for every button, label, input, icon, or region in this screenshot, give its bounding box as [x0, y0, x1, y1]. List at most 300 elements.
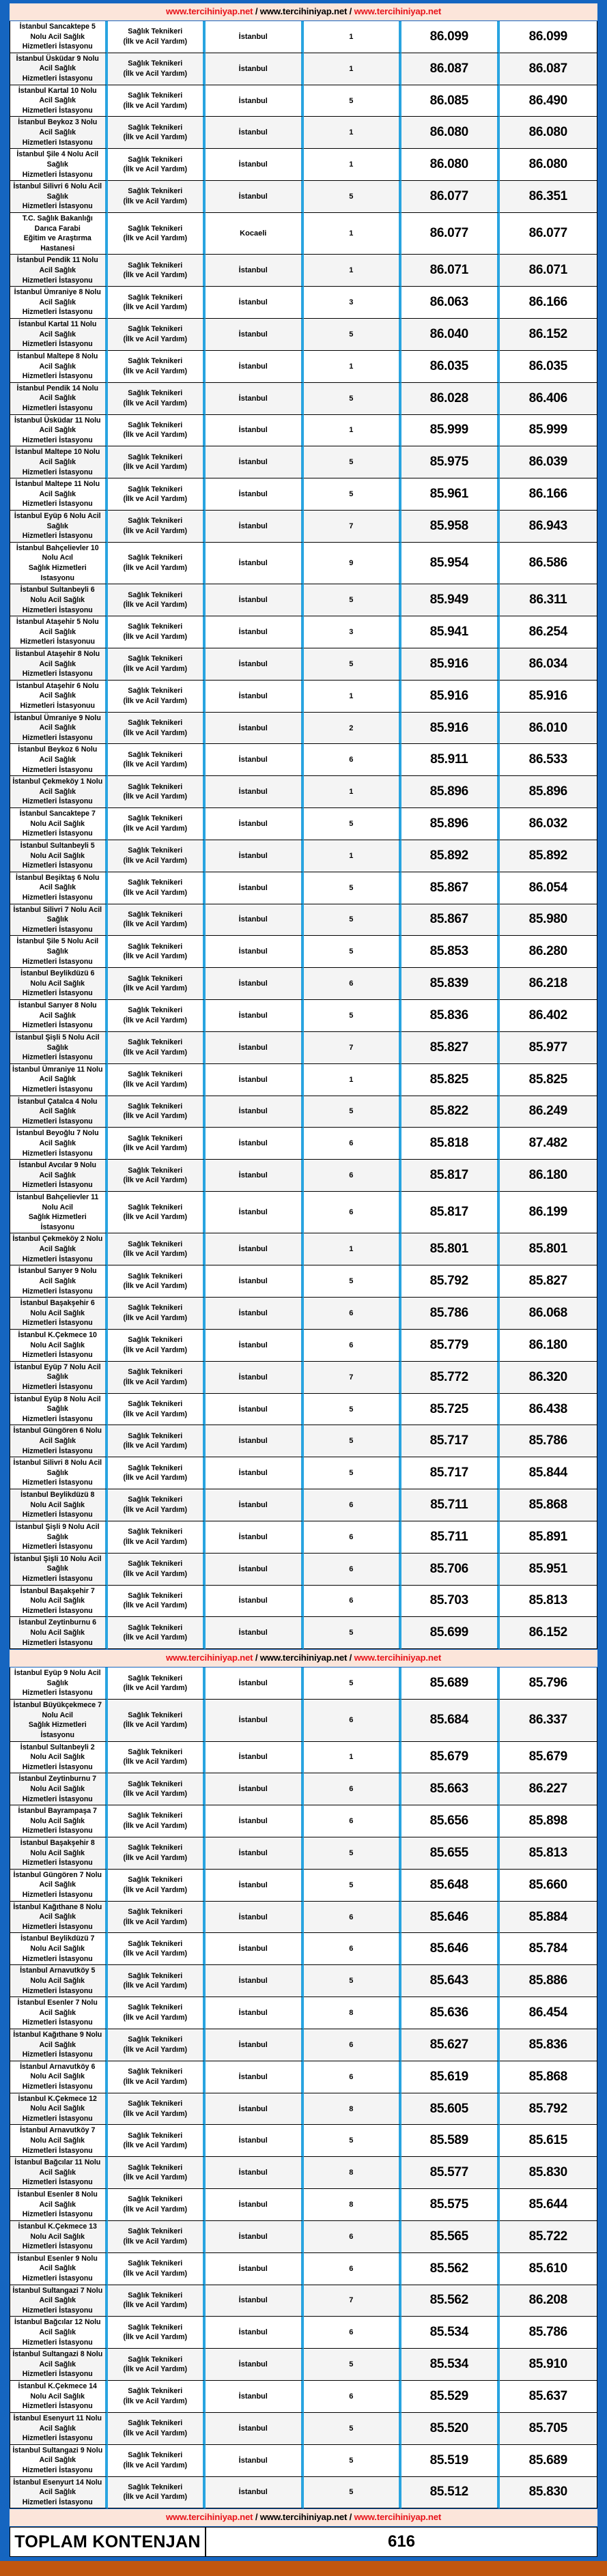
- cell-unvan-line: (İlk ve Acil Yardım): [123, 2333, 188, 2342]
- table-row[interactable]: [10, 584, 597, 616]
- table-row[interactable]: [10, 1362, 597, 1394]
- cell-unvan-line: (İlk ve Acil Yardım): [123, 888, 188, 897]
- table-body: [10, 3, 597, 2557]
- cell-tavan-puan-line: 85.689: [528, 2452, 567, 2467]
- cell-kurum-line: İstanbul Silivri 6 Nolu Acil Sağlık: [13, 182, 102, 201]
- cell-kurum-line: Hizmetleri İstasyonu: [22, 2370, 93, 2379]
- cell-il: [206, 2477, 304, 2509]
- cell-kontenjan-line: 6: [349, 1945, 354, 1954]
- cell-kurum: [10, 1805, 108, 1837]
- cell-kurum-line: İstanbul Ümraniye 11 Nolu Acil Sağlık: [12, 1065, 103, 1084]
- cell-unvan: [108, 2061, 206, 2093]
- table-row[interactable]: [10, 2413, 597, 2445]
- table-row[interactable]: [10, 351, 597, 383]
- cell-kontenjan-line: 5: [349, 883, 354, 892]
- cell-kurum-line: İstanbul Esenler 8 Nolu Acil Sağlık: [17, 2190, 98, 2209]
- cell-kurum-line: İstanbul Eyüp 7 Nolu Acil Sağlık: [14, 1362, 101, 1382]
- cell-il: [206, 383, 304, 415]
- cell-tavan-puan-line: 87.482: [528, 1136, 567, 1151]
- cell-il-line: İstanbul: [238, 1564, 268, 1573]
- cell-unvan-line: Sağlık Teknikeri: [128, 1038, 183, 1047]
- cell-kurum-line: Hizmetleri İstasyonu: [22, 1149, 93, 1158]
- cell-il-line: İstanbul: [238, 2232, 268, 2241]
- cell-il-line: İstanbul: [238, 1532, 268, 1541]
- cell-kurum: [10, 213, 108, 255]
- table-row[interactable]: [10, 1032, 597, 1064]
- cell-il-line: İstanbul: [238, 64, 268, 73]
- table-row[interactable]: [10, 2477, 597, 2509]
- table-row[interactable]: [10, 1457, 597, 1489]
- cell-taban-puan-line: 85.911: [430, 752, 468, 767]
- table-row[interactable]: [10, 1000, 597, 1032]
- cell-taban-puan-line: 85.589: [429, 2133, 468, 2148]
- table-row[interactable]: [10, 2285, 597, 2317]
- cell-kontenjan-line: 5: [349, 1880, 354, 1889]
- cell-taban-puan: [401, 2477, 500, 2509]
- cell-taban-puan: [401, 648, 500, 681]
- cell-tavan-puan-line: 86.438: [528, 1401, 567, 1416]
- cell-kurum: [10, 1362, 108, 1394]
- cell-kurum: [10, 1000, 108, 1032]
- cell-tavan-puan: [500, 319, 598, 351]
- cell-unvan: [108, 1425, 206, 1457]
- cell-unvan-line: Sağlık Teknikeri: [128, 485, 183, 493]
- cell-kurum-line: İstanbul Esenler 7 Nolu Acil Sağlık: [17, 1999, 98, 2017]
- cell-il: [206, 681, 304, 713]
- cell-tavan-puan: [500, 1617, 598, 1649]
- cell-il: [206, 1064, 304, 1096]
- cell-kontenjan-line: 6: [349, 2392, 354, 2401]
- cell-kurum-line: Hizmetleri İstasyonu: [22, 2402, 93, 2411]
- cell-taban-puan: [401, 2221, 500, 2253]
- cell-taban-puan: [401, 2285, 500, 2317]
- table-row[interactable]: [10, 1192, 597, 1233]
- cell-unvan-line: Sağlık Teknikeri: [128, 1560, 183, 1569]
- table-row[interactable]: [10, 319, 597, 351]
- cell-il: [206, 2093, 304, 2126]
- cell-taban-puan: [401, 840, 500, 872]
- cell-il-line: İstanbul: [238, 96, 268, 105]
- table-row[interactable]: [10, 936, 597, 968]
- cell-unvan-line: Sağlık Teknikeri: [128, 1907, 183, 1916]
- cell-il-line: İstanbul: [238, 2040, 268, 2049]
- cell-kurum-line: Hizmetleri İstasyonu: [22, 340, 93, 349]
- table-row[interactable]: [10, 1425, 597, 1457]
- cell-taban-puan-line: 85.605: [429, 2101, 468, 2116]
- cell-unvan: [108, 1965, 206, 1997]
- cell-kurum-line: İstanbul Çekmeköy 2 Nolu Acil Sağlık: [12, 1235, 103, 1254]
- watermark-banner-cell: [10, 2508, 597, 2527]
- cell-taban-puan: [401, 584, 500, 616]
- cell-kurum-line: İstanbul Esenler 9 Nolu Acil Sağlık: [17, 2254, 98, 2273]
- table-row[interactable]: [10, 1330, 597, 1362]
- cell-il-line: İstanbul: [238, 628, 268, 637]
- cell-kontenjan: [304, 2157, 402, 2189]
- watermark-part: /: [347, 1652, 354, 1663]
- cell-kontenjan: [304, 1064, 402, 1096]
- cell-unvan-line: Sağlık Teknikeri: [128, 2067, 183, 2076]
- cell-taban-puan: [401, 2317, 500, 2349]
- cell-taban-puan: [401, 1700, 500, 1741]
- cell-kontenjan: [304, 1933, 402, 1965]
- cell-il: [206, 117, 304, 149]
- table-row[interactable]: [10, 681, 597, 713]
- cell-kurum: [10, 2253, 108, 2285]
- table-row[interactable]: [10, 446, 597, 478]
- cell-unvan-line: Sağlık Teknikeri: [128, 910, 183, 919]
- cell-taban-puan-line: 86.087: [429, 61, 468, 76]
- watermark-part: www.tercihiniyap.net: [259, 1652, 348, 1663]
- cell-taban-puan: [401, 1298, 500, 1330]
- table-row[interactable]: [10, 53, 597, 85]
- cell-unvan-line: Sağlık Teknikeri: [128, 687, 183, 696]
- cell-unvan-line: (İlk ve Acil Yardım): [123, 1537, 188, 1546]
- cell-taban-puan: [401, 1805, 500, 1837]
- cell-kurum-line: Hizmetleri İstasyonu: [22, 2178, 93, 2187]
- cell-unvan-line: (İlk ve Acil Yardım): [123, 1601, 188, 1610]
- cell-unvan-line: Sağlık Teknikeri: [128, 1844, 183, 1852]
- cell-kontenjan-line: 3: [349, 298, 354, 307]
- table-row[interactable]: [10, 872, 597, 904]
- table-row[interactable]: [10, 776, 597, 808]
- cell-kurum-line: İstanbul Şile 4 Nolu Acil Sağlık: [16, 150, 99, 169]
- cell-tavan-puan: [500, 543, 598, 584]
- cell-tavan-puan: [500, 2125, 598, 2157]
- cell-tavan-puan: [500, 1902, 598, 1934]
- table-row[interactable]: [10, 2093, 597, 2126]
- footer-strip: [0, 2561, 607, 2576]
- cell-kurum-line: Hizmetleri İstasyonu: [22, 308, 93, 317]
- cell-unvan: [108, 2157, 206, 2189]
- cell-kontenjan: [304, 648, 402, 681]
- cell-unvan-line: (İlk ve Acil Yardım): [123, 825, 188, 833]
- cell-tavan-puan: [500, 2029, 598, 2061]
- cell-kontenjan: [304, 415, 402, 447]
- cell-unvan: [108, 213, 206, 255]
- cell-il: [206, 1425, 304, 1457]
- table-row[interactable]: [10, 1394, 597, 1426]
- cell-tavan-puan-line: 85.868: [528, 2069, 567, 2084]
- table-row[interactable]: [10, 648, 597, 681]
- cell-taban-puan-line: 85.958: [429, 518, 468, 533]
- cell-unvan-line: (İlk ve Acil Yardım): [123, 334, 188, 343]
- table-row[interactable]: [10, 287, 597, 319]
- cell-taban-puan-line: 85.839: [429, 976, 468, 991]
- table-row[interactable]: [10, 2061, 597, 2093]
- cell-tavan-puan-line: 86.249: [528, 1104, 567, 1119]
- table-row[interactable]: [10, 1586, 597, 1618]
- table-row[interactable]: [10, 1805, 597, 1837]
- table-row[interactable]: [10, 2317, 597, 2349]
- cell-kontenjan: [304, 1128, 402, 1160]
- cell-kontenjan-line: 7: [349, 1373, 354, 1382]
- cell-tavan-puan: [500, 2061, 598, 2093]
- cell-tavan-puan-line: 86.071: [528, 263, 567, 278]
- cell-kurum-line: İstanbul Kağıthane 8 Nolu Acil Sağlık: [13, 1902, 102, 1921]
- cell-il: [206, 1965, 304, 1997]
- table-row[interactable]: [10, 2221, 597, 2253]
- cell-tavan-puan-line: 86.218: [528, 976, 567, 991]
- table-row[interactable]: [10, 744, 597, 776]
- cell-il-line: İstanbul: [238, 724, 268, 732]
- cell-unvan-line: Sağlık Teknikeri: [128, 814, 183, 823]
- cell-tavan-puan: [500, 1096, 598, 1128]
- cell-kurum: [10, 840, 108, 872]
- cell-tavan-puan: [500, 2189, 598, 2221]
- cell-il: [206, 1586, 304, 1618]
- cell-kontenjan: [304, 1233, 402, 1265]
- cell-taban-puan-line: 85.684: [429, 1713, 468, 1728]
- table-row[interactable]: [10, 1668, 597, 1700]
- cell-tavan-puan-line: 86.080: [528, 125, 567, 140]
- table-row[interactable]: [10, 1902, 597, 1934]
- cell-kurum-line: İstanbul Bahçelievler 11 Nolu Acil: [16, 1193, 99, 1212]
- cell-kontenjan: [304, 117, 402, 149]
- table-row[interactable]: [10, 616, 597, 648]
- cell-kurum: [10, 2285, 108, 2317]
- table-row[interactable]: [10, 1298, 597, 1330]
- table-row[interactable]: [10, 968, 597, 1000]
- cell-taban-puan: [401, 117, 500, 149]
- cell-tavan-puan: [500, 2381, 598, 2413]
- cell-unvan-line: (İlk ve Acil Yardım): [123, 1474, 188, 1483]
- cell-kurum-line: İstanbul Maltepe 10 Nolu Acil Sağlık: [15, 448, 100, 466]
- cell-kontenjan: [304, 1521, 402, 1554]
- cell-unvan-line: Sağlık Teknikeri: [128, 1070, 183, 1079]
- table-row[interactable]: [10, 1965, 597, 1997]
- table-row[interactable]: [10, 1096, 597, 1128]
- cell-kurum-line: Hizmetleri İstasyonu: [22, 829, 93, 838]
- cell-taban-puan-line: 85.961: [429, 487, 468, 502]
- cell-unvan: [108, 1298, 206, 1330]
- cell-kurum: [10, 149, 108, 181]
- watermark-part: www.tercihiniyap.net: [354, 6, 442, 16]
- cell-unvan-line: (İlk ve Acil Yardım): [123, 2365, 188, 2374]
- cell-unvan-line: (İlk ve Acil Yardım): [123, 69, 188, 78]
- cell-kontenjan-line: 7: [349, 2296, 354, 2305]
- table-row[interactable]: [10, 21, 597, 53]
- cell-kurum: [10, 872, 108, 904]
- cell-kontenjan-line: 6: [349, 2040, 354, 2049]
- cell-kurum: [10, 1330, 108, 1362]
- table-row[interactable]: [10, 511, 597, 543]
- table-row[interactable]: [10, 2157, 597, 2189]
- table-row[interactable]: [10, 1265, 597, 1298]
- cell-tavan-puan-line: 86.068: [528, 1306, 567, 1321]
- cell-tavan-puan-line: 86.320: [528, 1369, 567, 1384]
- cell-tavan-puan: [500, 53, 598, 85]
- cell-il: [206, 744, 304, 776]
- cell-tavan-puan: [500, 1489, 598, 1521]
- table-row[interactable]: [10, 2381, 597, 2413]
- cell-unvan-line: Sağlık Teknikeri: [128, 1623, 183, 1632]
- cell-tavan-puan: [500, 2317, 598, 2349]
- table-row[interactable]: [10, 85, 597, 117]
- table-row[interactable]: [10, 1617, 597, 1649]
- table-row[interactable]: [10, 808, 597, 840]
- cell-kontenjan-line: 5: [349, 596, 354, 605]
- cell-taban-puan: [401, 1997, 500, 2029]
- cell-kurum-line: İstanbul Arnavutköy 7 Nolu Acil Sağlık: [20, 2126, 96, 2145]
- cell-tavan-puan-line: 86.311: [529, 592, 567, 607]
- table-row[interactable]: [10, 1837, 597, 1870]
- cell-unvan-line: (İlk ve Acil Yardım): [123, 1633, 188, 1642]
- cell-taban-puan-line: 85.822: [429, 1104, 468, 1119]
- table-row[interactable]: [10, 2445, 597, 2477]
- cell-unvan-line: (İlk ve Acil Yardım): [123, 2045, 188, 2054]
- table-row[interactable]: [10, 904, 597, 936]
- cell-kurum: [10, 478, 108, 511]
- table-row[interactable]: [10, 713, 597, 745]
- table-row[interactable]: [10, 1933, 597, 1965]
- cell-kurum: [10, 2221, 108, 2253]
- cell-kontenjan-line: 5: [349, 947, 354, 956]
- table-row[interactable]: [10, 1700, 597, 1741]
- cell-taban-puan: [401, 1617, 500, 1649]
- cell-il: [206, 968, 304, 1000]
- cell-kontenjan-line: 1: [349, 128, 354, 137]
- cell-kontenjan: [304, 319, 402, 351]
- cell-kontenjan: [304, 2317, 402, 2349]
- cell-il-line: İstanbul: [238, 2392, 268, 2401]
- table-row[interactable]: [10, 478, 597, 511]
- table-row[interactable]: [10, 415, 597, 447]
- table-row[interactable]: [10, 543, 597, 584]
- cell-taban-puan: [401, 255, 500, 287]
- table-row[interactable]: [10, 1233, 597, 1265]
- cell-tavan-puan: [500, 287, 598, 319]
- table-row[interactable]: [10, 1870, 597, 1902]
- cell-kurum-line: İstanbul Beylikdüzü 6 Nolu Acil Sağlık: [20, 969, 95, 988]
- cell-kurum-line: Hizmetleri İstasyonu: [22, 1859, 93, 1867]
- cell-unvan-line: (İlk ve Acil Yardım): [123, 2109, 188, 2118]
- cell-il-line: İstanbul: [238, 426, 268, 435]
- table-row[interactable]: [10, 1489, 597, 1521]
- cell-il-line: İstanbul: [238, 458, 268, 467]
- cell-tavan-puan-line: 85.705: [528, 2420, 567, 2435]
- cell-unvan-line: Sağlık Teknikeri: [128, 1272, 183, 1280]
- cell-kurum: [10, 1096, 108, 1128]
- table-row[interactable]: [10, 2029, 597, 2061]
- cell-kontenjan: [304, 1096, 402, 1128]
- cell-kurum-line: İstanbul Beylikdüzü 7 Nolu Acil Sağlık: [20, 1934, 95, 1954]
- watermark-part: /: [347, 6, 354, 16]
- table-row[interactable]: [10, 1128, 597, 1160]
- cell-kurum-line: İstanbul Esenyurt 14 Nolu Acil Sağlık: [13, 2478, 102, 2497]
- cell-il: [206, 2349, 304, 2381]
- cell-unvan-line: Sağlık Teknikeri: [128, 325, 183, 334]
- cell-kurum: [10, 2445, 108, 2477]
- cell-kurum: [10, 319, 108, 351]
- cell-taban-puan-line: 86.099: [429, 29, 468, 44]
- cell-unvan: [108, 2445, 206, 2477]
- cell-il-line: İstanbul: [238, 820, 268, 828]
- table-row[interactable]: [10, 1742, 597, 1774]
- table-row[interactable]: [10, 2189, 597, 2221]
- cell-unvan: [108, 1000, 206, 1032]
- cell-kurum-line: İstanbul Başakşehir 6 Nolu Acil Sağlık: [20, 1299, 95, 1317]
- table-row[interactable]: [10, 1554, 597, 1586]
- cell-unvan-line: (İlk ve Acil Yardım): [123, 2301, 188, 2310]
- cell-taban-puan-line: 85.648: [429, 1877, 468, 1892]
- cell-taban-puan: [401, 1330, 500, 1362]
- cell-il-line: İstanbul: [238, 2169, 268, 2177]
- cell-kurum-line: İstanbul Başakşehir 8 Nolu Acil Sağlık: [20, 1838, 95, 1857]
- table-row[interactable]: [10, 1064, 597, 1096]
- cell-taban-puan: [401, 85, 500, 117]
- cell-taban-puan: [401, 1554, 500, 1586]
- cell-unvan-line: (İlk ve Acil Yardım): [123, 1377, 188, 1386]
- table-row[interactable]: [10, 840, 597, 872]
- cell-kontenjan: [304, 1425, 402, 1457]
- cell-kontenjan-line: 7: [349, 521, 354, 530]
- cell-kurum-line: Hizmetleri İstasyonu: [22, 2210, 93, 2219]
- table-row[interactable]: [10, 2253, 597, 2285]
- cell-kontenjan: [304, 1668, 402, 1700]
- cell-taban-puan: [401, 446, 500, 478]
- table-row[interactable]: [10, 1773, 597, 1805]
- cell-il-line: İstanbul: [238, 1139, 268, 1148]
- cell-taban-puan: [401, 213, 500, 255]
- cell-unvan-line: Sağlık Teknikeri: [128, 2099, 183, 2108]
- cell-kontenjan: [304, 149, 402, 181]
- cell-unvan-line: Sağlık Teknikeri: [128, 1368, 183, 1377]
- cell-unvan-line: (İlk ve Acil Yardım): [123, 165, 188, 174]
- cell-kurum-line: Hizmetleri İstasyonuu: [20, 638, 95, 646]
- cell-unvan-line: Sağlık Teknikeri: [128, 1528, 183, 1536]
- table-row[interactable]: [10, 2125, 597, 2157]
- table-row[interactable]: [10, 213, 597, 255]
- cell-taban-puan: [401, 616, 500, 648]
- cell-il: [206, 1997, 304, 2029]
- cell-il-line: İstanbul: [238, 32, 268, 41]
- cell-kontenjan: [304, 1586, 402, 1618]
- cell-tavan-puan-line: 85.637: [528, 2388, 567, 2403]
- table-row[interactable]: [10, 255, 597, 287]
- cell-unvan-line: Sağlık Teknikeri: [128, 517, 183, 526]
- watermark-part: /: [253, 1652, 260, 1663]
- cell-unvan-line: Sağlık Teknikeri: [128, 782, 183, 791]
- table-row[interactable]: [10, 2349, 597, 2381]
- table-row[interactable]: [10, 149, 597, 181]
- cell-tavan-puan: [500, 1521, 598, 1554]
- cell-tavan-puan: [500, 383, 598, 415]
- cell-taban-puan-line: 85.801: [429, 1242, 468, 1257]
- table-row[interactable]: [10, 383, 597, 415]
- cell-tavan-puan-line: 85.610: [528, 2261, 567, 2276]
- cell-tavan-puan-line: 86.402: [528, 1007, 567, 1022]
- cell-kontenjan-line: 5: [349, 192, 354, 201]
- cell-kurum: [10, 1394, 108, 1426]
- table-row[interactable]: [10, 1521, 597, 1554]
- cell-kontenjan: [304, 2381, 402, 2413]
- cell-kontenjan: [304, 1298, 402, 1330]
- cell-unvan: [108, 1064, 206, 1096]
- cell-kontenjan-line: 2: [349, 724, 354, 732]
- cell-unvan: [108, 181, 206, 213]
- cell-unvan-line: Sağlık Teknikeri: [128, 2482, 183, 2491]
- cell-unvan: [108, 1773, 206, 1805]
- table-row[interactable]: [10, 1997, 597, 2029]
- cell-unvan: [108, 351, 206, 383]
- cell-kontenjan-line: 1: [349, 160, 354, 169]
- cell-kurum-line: İstanbul Silivri 7 Nolu Acil Sağlık: [13, 905, 102, 924]
- cell-kontenjan: [304, 1457, 402, 1489]
- cell-kurum-line: İstanbul K.Çekmece 13 Nolu Acil Sağlık: [18, 2222, 97, 2241]
- table-row[interactable]: [10, 117, 597, 149]
- table-row[interactable]: [10, 1160, 597, 1192]
- table-row[interactable]: [10, 181, 597, 213]
